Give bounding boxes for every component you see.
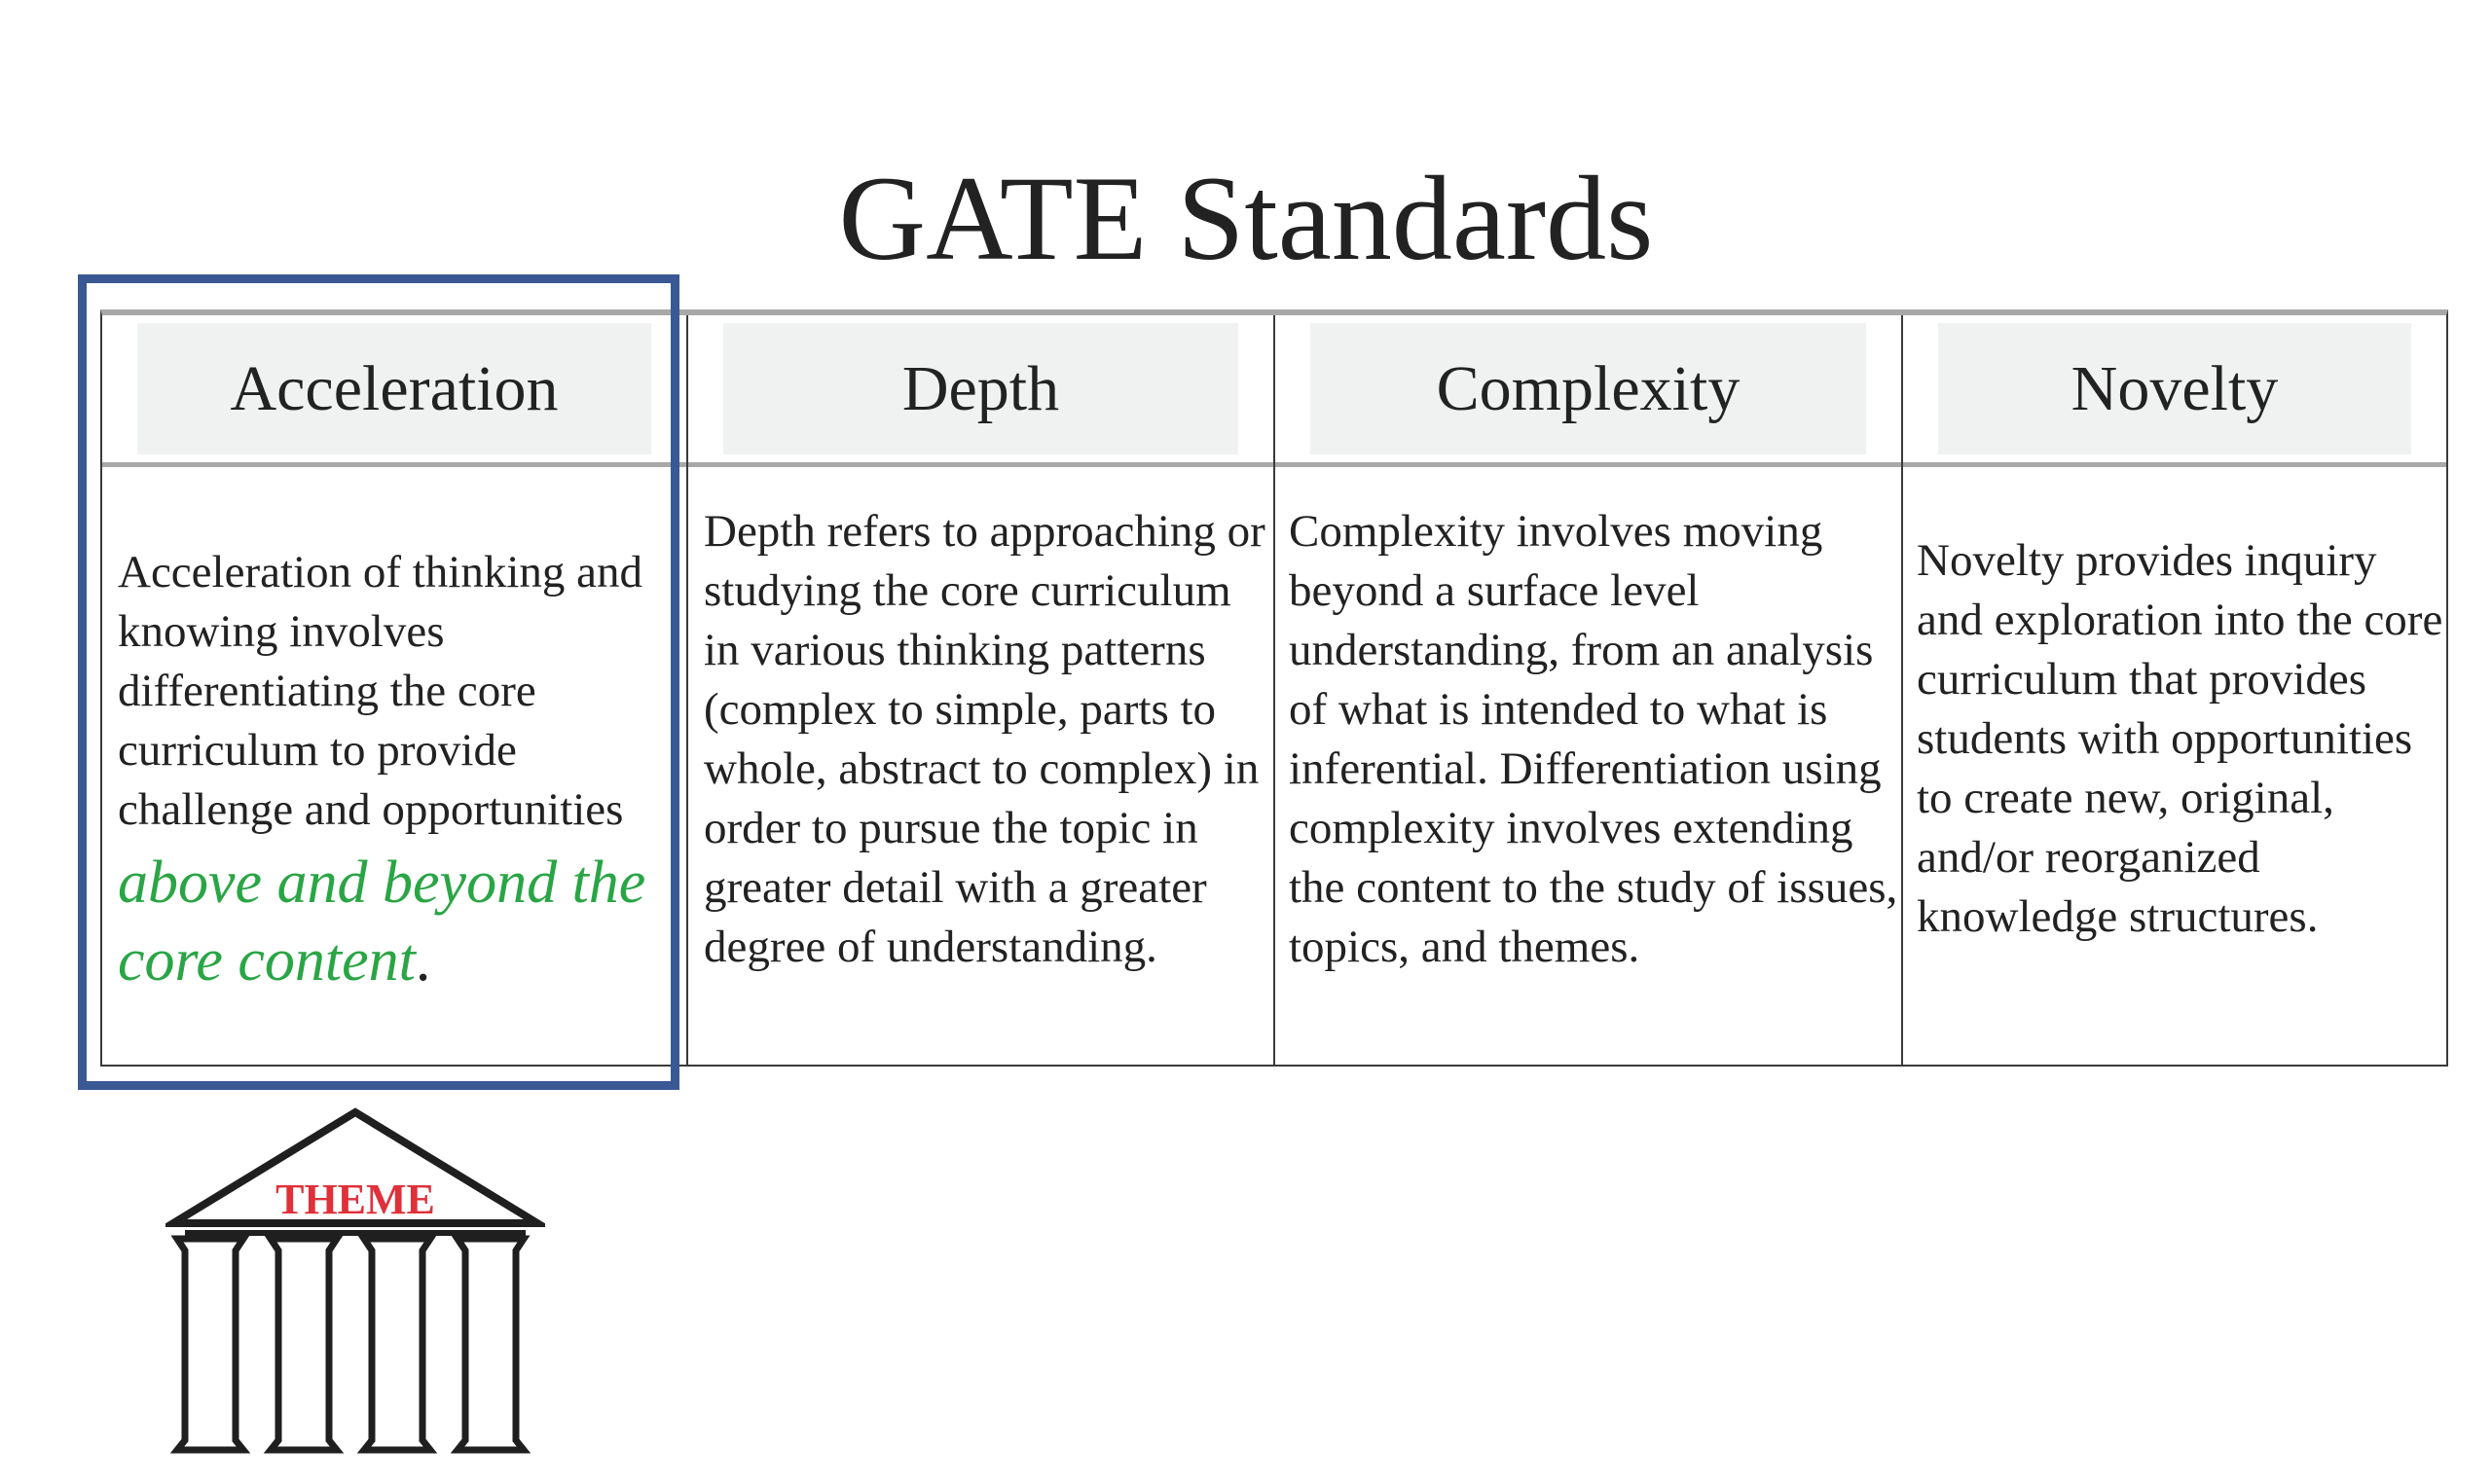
temple-icon — [165, 1104, 545, 1465]
temple-label: THEME — [275, 1176, 435, 1223]
temple-column-2 — [271, 1239, 337, 1450]
temple-graphic — [165, 1104, 545, 1465]
page-title: GATE Standards — [838, 152, 1654, 285]
temple-column-4 — [458, 1239, 524, 1450]
acceleration-description: Acceleration of thinking and knowing involves differentiating the core curriculum to provide challenge and opportunities — [118, 547, 643, 835]
column-header — [1903, 315, 2446, 467]
emphasis-text: above and beyond the core content — [118, 850, 646, 994]
temple-column-1 — [177, 1239, 243, 1450]
depth-description: Depth refers to approaching or studying the core curriculum in various thinking patterns (complex to simple, parts to whole, abstract to complex) in order to pursue the topic in greater detail with a greater degree of understanding. — [704, 506, 1265, 972]
temple-column-3 — [364, 1239, 430, 1450]
column-complexity — [1273, 315, 1901, 1065]
complexity-description: Complexity involves moving beyond a surface level understanding, from an analysis of what is intended to what is inferential. Differentiation using complexity involves extending the content to the study of issues, topics, and themes. — [1289, 506, 1898, 972]
header-depth: Depth — [723, 323, 1238, 454]
temple-columns — [177, 1239, 524, 1450]
column-header — [1275, 315, 1901, 467]
column-depth — [686, 315, 1273, 1065]
acceleration-highlight-box — [78, 274, 679, 1090]
column-header — [688, 315, 1273, 467]
novelty-description: Novelty provides inquiry and exploration into the core curriculum that provides students with opportunities to create new, original, and/or reorganized knowledge structures. — [1917, 535, 2443, 942]
header-acceleration: Acceleration — [137, 323, 651, 454]
header-complexity: Complexity — [1310, 323, 1866, 454]
header-novelty: Novelty — [1938, 323, 2411, 454]
emphasis-period: . — [415, 927, 431, 994]
column-novelty — [1901, 315, 2446, 1065]
